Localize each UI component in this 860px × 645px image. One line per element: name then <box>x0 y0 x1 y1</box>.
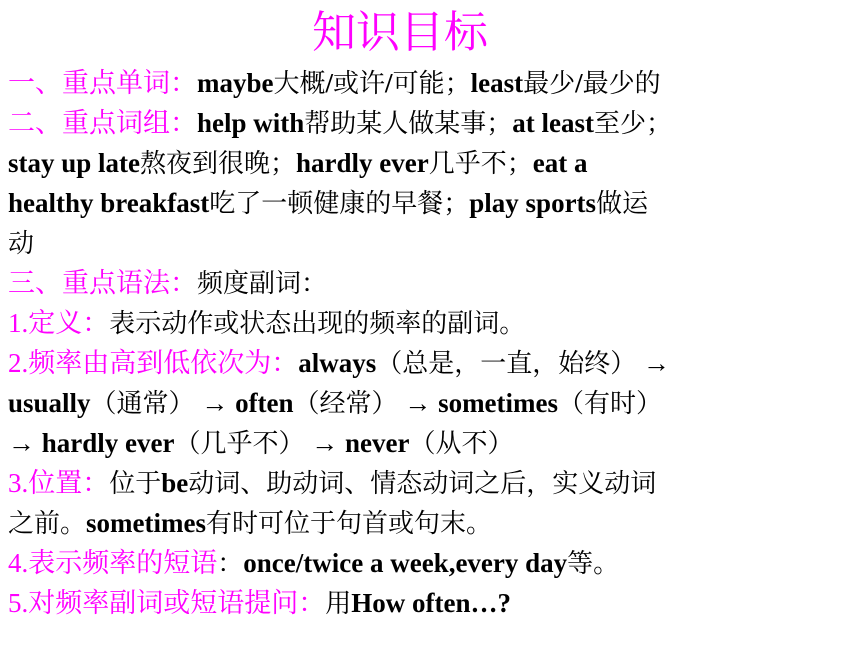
text-segment: → never <box>304 428 410 458</box>
text-segment: → hardly ever <box>8 428 175 458</box>
text-segment: 大概 <box>273 69 326 99</box>
text-segment: 之前。 <box>8 509 87 539</box>
section-label: 三、重点语法： <box>8 268 197 298</box>
text-segment: eat a <box>532 148 588 178</box>
section-label: 4.表示频率的短语 <box>8 548 218 578</box>
section-label: 2.频率由高到低依次为： <box>8 348 299 378</box>
slide-title: 知识目标 <box>312 7 488 58</box>
text-line <box>8 343 854 383</box>
section-label: 二、重点词组： <box>8 108 197 138</box>
text-segment: （经常） <box>293 389 398 419</box>
text-segment: stay up late <box>8 148 141 178</box>
text-line <box>8 143 854 183</box>
text-segment: How often…? <box>351 588 511 618</box>
text-segment: 最少 <box>523 69 576 99</box>
text-line <box>8 263 854 303</box>
text-segment: sometimes <box>86 508 206 538</box>
text-segment: 位于 <box>109 469 162 499</box>
text-line <box>8 303 854 343</box>
text-segment: 熬夜到很晚； <box>140 149 297 179</box>
text-segment: maybe <box>197 68 274 98</box>
text-segment: play sports <box>469 188 597 218</box>
text-segment: at least <box>512 108 595 138</box>
content-body <box>8 63 854 623</box>
text-segment: 最少的 <box>582 69 661 99</box>
text-line <box>8 183 854 223</box>
text-segment: 有时可位于句首或句末。 <box>205 509 492 539</box>
text-segment: 至少； <box>594 109 673 139</box>
text-segment: 动 <box>8 229 35 259</box>
section-label: 1.定义： <box>8 308 110 338</box>
text-segment: ： <box>217 549 244 579</box>
text-segment: least <box>470 68 524 98</box>
text-segment: 几乎不； <box>428 149 533 179</box>
text-segment: healthy breakfast <box>8 188 210 218</box>
text-segment: 做运 <box>596 189 649 219</box>
text-segment: help with <box>197 108 305 138</box>
text-segment: once/twice a week,every day <box>243 548 568 578</box>
text-segment: 或许 <box>333 69 386 99</box>
section-label: 一、重点单词： <box>8 68 197 98</box>
text-segment: → sometimes <box>397 388 559 418</box>
text-segment: hardly ever <box>296 148 429 178</box>
text-segment: （总是，一直，始终） <box>376 349 637 379</box>
text-line <box>8 63 854 103</box>
text-line <box>8 503 854 543</box>
text-line <box>8 463 854 503</box>
text-line <box>8 583 854 623</box>
text-segment: 频度副词： <box>197 269 328 299</box>
section-label: 3.位置： <box>8 468 110 498</box>
text-segment: usually <box>8 388 91 418</box>
text-line <box>8 423 854 463</box>
text-segment: （通常） <box>90 389 195 419</box>
text-segment: 用 <box>325 589 352 619</box>
text-segment: 表示动作或状态出现的频率的副词。 <box>109 309 526 339</box>
text-segment: （有时） <box>558 389 663 419</box>
text-line <box>8 223 854 263</box>
text-segment: → <box>636 348 671 378</box>
text-segment: 动词、助动词、情态动词之后，实义动词 <box>188 469 657 499</box>
text-segment: 吃了一顿健康的早餐； <box>209 189 470 219</box>
text-segment: be <box>161 468 189 498</box>
text-segment: / <box>575 68 583 98</box>
text-segment: （从不） <box>409 429 514 459</box>
text-segment: / <box>325 68 334 98</box>
text-segment: 等。 <box>567 549 620 579</box>
text-segment: 可能； <box>392 69 471 99</box>
text-segment: → often <box>194 388 294 418</box>
text-segment: 帮助某人做某事； <box>304 109 513 139</box>
text-segment: （几乎不） <box>174 429 305 459</box>
text-line <box>8 103 854 143</box>
text-line <box>8 383 854 423</box>
text-segment: / <box>385 68 393 98</box>
text-line <box>8 543 854 583</box>
section-label: 5.对频率副词或短语提问： <box>8 588 326 618</box>
text-segment: always <box>298 348 377 378</box>
